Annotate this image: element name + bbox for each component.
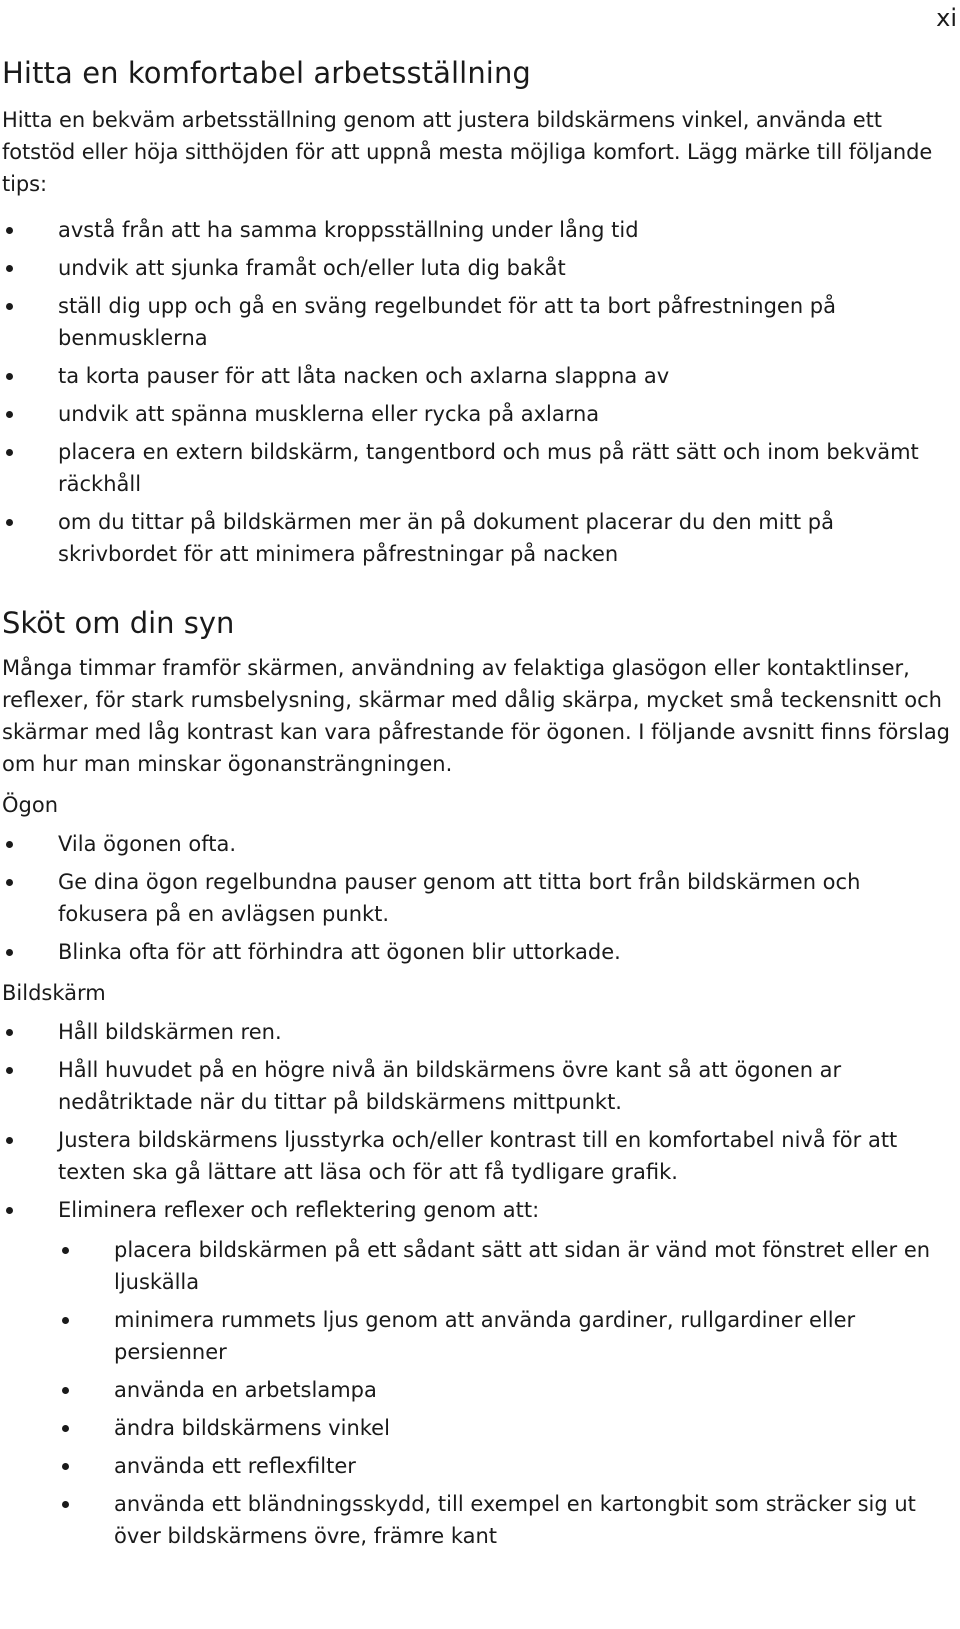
list-item: avstå från att ha samma kroppsställning under lång tid (2, 214, 954, 246)
list-item: Håll huvudet på en högre nivå än bildskärmens övre kant så att ögonen ar nedåtriktade när du tittar på bildskärmens mittpunkt. (2, 1054, 954, 1118)
section-title-vision: Sköt om din syn (2, 606, 235, 640)
list-item-with-sublist (2, 1194, 954, 1552)
section-intro-vision: Många timmar framför skärmen, användning av felaktiga glasögon eller kontaktlinser, reflexer, för stark rumsbelysning, skärmar med dålig skärpa, mycket små teckensnitt och skärmar med låg kontrast kan vara påfrestande för ögonen. I följande avsnitt finns förslag om hur man minskar ögonansträngningen. (2, 656, 951, 776)
list-item-label: Eliminera reflexer och reflektering genom att: (58, 1198, 540, 1222)
section-intro-comfort: Hitta en bekväm arbetsställning genom att justera bildskärmens vinkel, använda ett fotstöd eller höja sitthöjden för att uppnå mesta möjliga komfort. Lägg märke till följande tips: (2, 108, 933, 196)
list-item: undvik att spänna musklerna eller rycka på axlarna (2, 398, 954, 430)
page-content (2, 54, 954, 1558)
sub-list-item: använda ett reflexfilter (58, 1450, 954, 1482)
sub-list-item: placera bildskärmen på ett sådant sätt att sidan är vänd mot fönstret eller en ljuskälla (58, 1234, 954, 1298)
glare-tips-sublist (58, 1234, 954, 1552)
list-item: ställ dig upp och gå en sväng regelbundet för att ta bort påfrestningen på benmusklerna (2, 290, 954, 354)
list-item: placera en extern bildskärm, tangentbord och mus på rätt sätt och inom bekvämt räckhåll (2, 436, 954, 500)
list-item: Ge dina ögon regelbundna pauser genom att titta bort från bildskärmen och fokusera på en avlägsen punkt. (2, 866, 954, 930)
comfort-tips-list (2, 214, 954, 570)
display-tips-list (2, 1016, 954, 1552)
list-item: Blinka ofta för att förhindra att ögonen blir uttorkade. (2, 936, 954, 968)
subheading-eyes: Ögon (2, 793, 59, 817)
sub-list-item: minimera rummets ljus genom att använda gardiner, rullgardiner eller persienner (58, 1304, 954, 1368)
sub-list-item: ändra bildskärmens vinkel (58, 1412, 954, 1444)
list-item: Håll bildskärmen ren. (2, 1016, 954, 1048)
list-item: Vila ögonen ofta. (2, 828, 954, 860)
section-spacer (2, 576, 954, 604)
sub-list-item: använda ett bländningsskydd, till exempel en kartongbit som sträcker sig ut över bildskärmens övre, främre kant (58, 1488, 954, 1552)
page-number: xi (936, 4, 957, 32)
list-item: om du tittar på bildskärmen mer än på dokument placerar du den mitt på skrivbordet för att minimera påfrestningar på nacken (2, 506, 954, 570)
list-item: undvik att sjunka framåt och/eller luta dig bakåt (2, 252, 954, 284)
subheading-display: Bildskärm (2, 981, 106, 1005)
eyes-tips-list (2, 828, 954, 968)
sub-list-item: använda en arbetslampa (58, 1374, 954, 1406)
list-item: ta korta pauser för att låta nacken och axlarna slappna av (2, 360, 954, 392)
section-title-comfort: Hitta en komfortabel arbetsställning (2, 56, 531, 90)
list-item: Justera bildskärmens ljusstyrka och/eller kontrast till en komfortabel nivå för att texten ska gå lättare att läsa och för att få tydligare grafik. (2, 1124, 954, 1188)
